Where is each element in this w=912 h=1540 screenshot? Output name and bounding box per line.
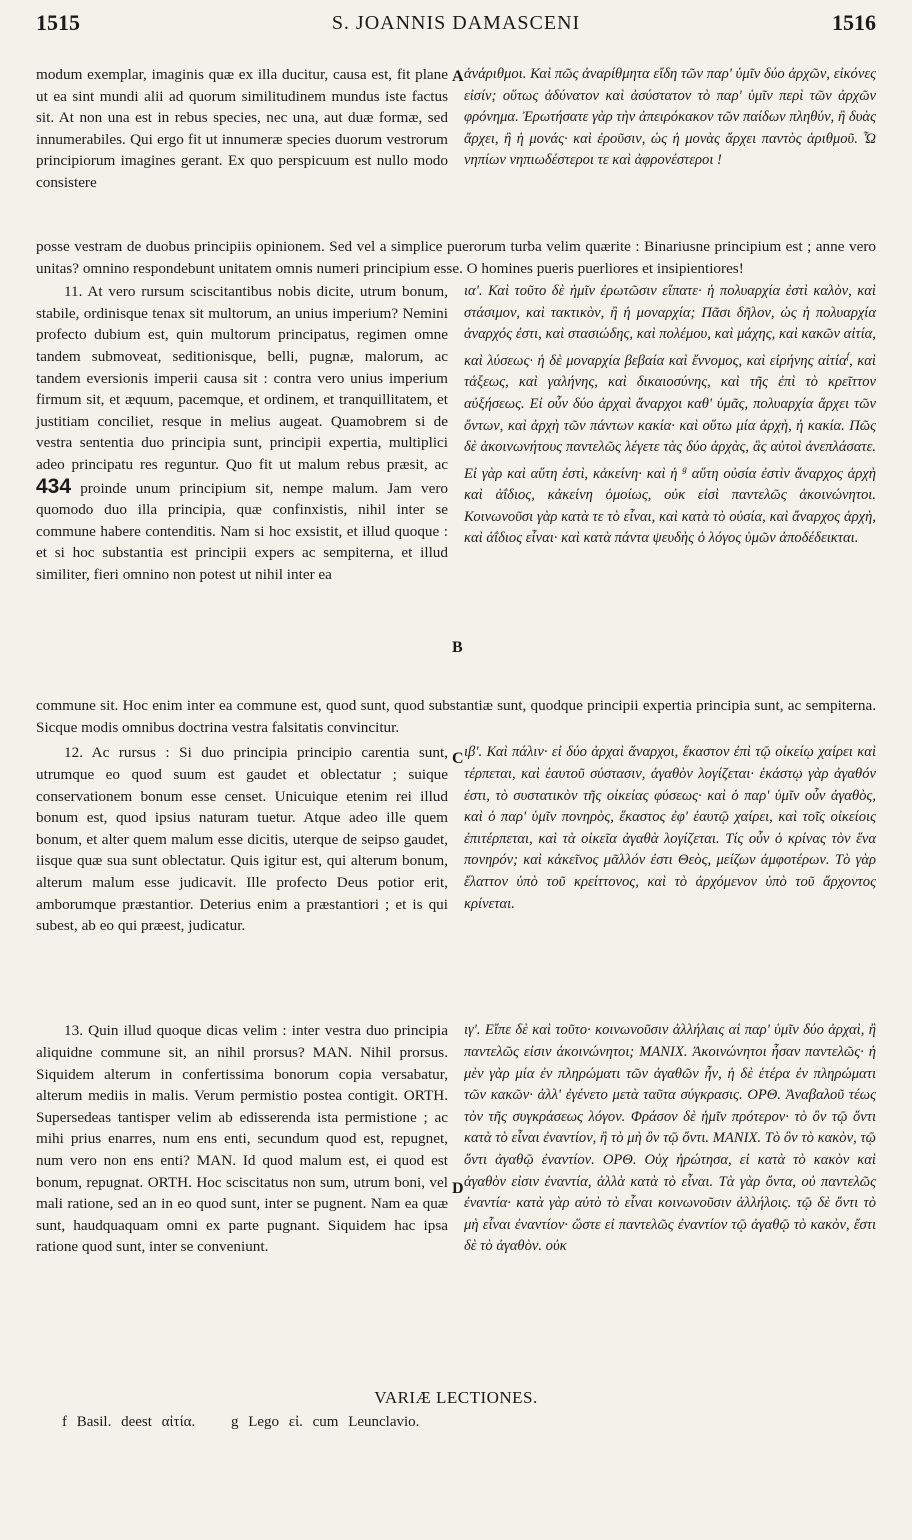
latin-text: 11. At vero rursum sciscitantibus nobis dicite, utrum bonum, stabile, ordinisque tenax sit multorum, an unius imperium? Nemini profecto dubium est, quin multorum principatus, regimen omne tandem submoveat, seditionisque, belli, pugnæ, malorum, ac tandem eversionis imperii causa sit : contra vero unius imperium firmum sit, et æquum, pacemque, et ordinem, et tranquillitatem, et justitiam conciliet, resque in melius augeat. Quamobrem si de vestra sententia duo principia sunt, principii expertia, multiplici adeo principatu res reguntur. Quo fit ut malum rebus præsit, ac	[36, 283, 448, 473]
margin-marker-b: B	[452, 639, 463, 657]
footnote-ref-g: g	[682, 463, 687, 474]
footnote-f: f Basil. deest αἰτία.	[62, 1414, 196, 1430]
variae-lectiones-title: VARIÆ LECTIONES.	[374, 1388, 538, 1407]
full-width-text: posse vestram de duobus principiis opinionem. Sed vel a simplice puerorum turba velim quærite : Binariusne principium est ; anne vero unitas? omnino respondebunt unitatem omnis numeri principium esse. O homines pueris puerliores et insipientiores!	[36, 238, 876, 277]
full-width-text: commune sit. Hoc enim inter ea commune est, quod sunt, quod substantiæ sunt, quodque principii expertia principia sunt, ac sempiterna. Sicque modis omnibus doctrina vestra falsitatis convincitur.	[36, 697, 876, 736]
greek-column	[464, 281, 876, 585]
greek-text: ια'. Καὶ τοῦτο δὲ ἡμῖν ἐρωτῶσιν εἴπατε· ἡ πολυαρχία ἐστὶ καλὸν, καὶ στάσιμον, καὶ τακτικὸν, ἢ ἡ μοναρχία; Πᾶσι δῆλον, ὡς ἡ πολυαρχία ἀναρχός ἐστι, καὶ στασιώδης, καὶ πολέμου, καὶ μάχης, καὶ κακῶν αἰτία, καὶ λύσεως· ἡ δὲ μοναρχία βεβαία καὶ ἔννομος, καὶ εἰρήνης αἰτία	[464, 283, 876, 369]
page-number-right: 1516	[832, 10, 876, 35]
page-number-left: 1515	[36, 10, 80, 35]
latin-text: proinde unum principium sit, nempe malum. Jam vero quomodo duo illa principia, quæ confinxistis, nihil inter se commune habere contenditis. Nam si hoc exsistit, et illud quoque : et si hoc substantia est principii expers ac sempiterna, et illud similiter, fieri omnino non potest ut nihil inter ea	[36, 479, 448, 583]
greek-paragraph-12: ιβ'. Καὶ πάλιν· εἰ δύο ἀρχαὶ ἄναρχοι, ἕκαστον ἐπὶ τῷ οἰκείῳ χαίρει καὶ τέρπεται, καὶ ἑαυτοῦ σύστασιν, ἀγαθὸν λογίζεται· ἑκάστῳ γὰρ ἀγαθόν ἐστι, τὸ συστατικὸν τῆς οἰκείας φύσεως· καὶ ὁ παρ' ὑμῖν οὖν ἀγαθὸς, καὶ ὁ παρ' ὑμῖν πονηρὸς, ἕκαστος ἐφ' ἑαυτῷ χαίρει, καὶ τοῖς οἰκείοις ἐπιτέρπεται, καὶ τὰ οἰκεῖα ἀγαθὰ λογίζεται. Τίς οὖν ὁ κρίνας τὸν ἕνα πονηρόν; καὶ κἀκεῖνος μᾶλλόν ἐστι Θεὸς, μείζων ἀμφοτέρων. Τὸ γὰρ ἔλαττον ὑπὸ τοῦ κρείττονος, καὶ τὸ ἀρχόμενον ὑπὸ τοῦ ἄρχοντος κρίνεται.	[464, 744, 876, 912]
margin-marker-d: D	[452, 1180, 464, 1198]
greek-column	[464, 64, 876, 194]
section-2	[36, 281, 876, 695]
section-3	[36, 742, 876, 1004]
greek-column	[464, 742, 876, 936]
latin-column	[36, 281, 448, 585]
greek-paragraph-11	[464, 281, 876, 550]
latin-column	[36, 64, 448, 194]
footnote-ref-f: f	[846, 350, 850, 361]
margin-marker-c: C	[452, 750, 464, 768]
latin-column	[36, 1020, 448, 1258]
footnotes	[62, 1414, 445, 1431]
latin-paragraph-13: 13. Quin illud quoque dicas velim : inter vestra duo principia aliquidne commune sit, an nihil prorsus? MAN. Nihil prorsus. Siquidem alterum in confertissima bonorum copia versabatur, alterum mediis in malis. Verum permistio postea contigit. ORTH. Supersedeas tantisper velim ab edisserenda ista permistione ; ac mihi prius enarres, num ens enti, secundum quod est, repugnet, num vero non ens enti? MAN. Id quod malum est, ei quod est bonum, repugnat. ORTH. Hoc sciscitatus non sum, utrum boni, vel mali ratione, sed an in eo quod sunt, inter se pugnent. Nam ea quæ sunt, haudquaquam omni ex parte pugnant. Siquidem hac ipsa ratione quod sunt, inter se conveniunt.	[36, 1022, 448, 1256]
greek-text: ἀνάριθμοι. Καὶ πῶς ἀναρίθμητα εἴδη τῶν παρ' ὑμῖν δύο ἀρχῶν, εἰκόνες εἰσίν; οὕτως ἀδύνατον καὶ ἀσύστατον τὸ παρ' ὑμῖν περὶ τῶν ἀρχῶν φρόνημα. Ἐρωτήσατε γὰρ τὴν ἀπειρόκακον τῶν παίδων πληθύν, ἢ δυὰς ἄρχει, ἢ ἡ μονάς· καὶ ἐροῦσιν, ὡς ἡ μονὰς ἄρχει παντὸς ἀριθμοῦ. Ὦ νηπίων νηπιωδέστεροι τε καὶ ἀφρονέστεροι !	[464, 66, 876, 169]
latin-paragraph-11	[36, 281, 448, 585]
running-title: S. JOANNIS DAMASCENI	[331, 12, 581, 34]
column-number: 434	[36, 474, 72, 498]
latin-text: modum exemplar, imaginis quæ ex illa ducitur, causa est, fit plane ut ea sint mundi alii ad quorum similitudinem mundus iste factus sit. At non una est in rebus species, nec una, aut duæ formæ, sed innumerabiles. Qui ergo fit ut innumeræ species duorum vestrorum principiorum imagines gerant. Ex quo perspicuum est nullo modo consistere	[36, 66, 448, 191]
greek-text: , καὶ τάξεως, καὶ γαλήνης, καὶ δικαιοσύνης, καὶ τῆς ἐπὶ τὸ κρεῖττον αὐξήσεως. Εἰ οὖν δύο ἀρχαὶ ἄναρχοι καθ' ὑμᾶς, πολυαρχία ἄρχει τῶν ὄντων, καὶ ἀρχὴ τῶν πάντων κακία· καὶ οὕτω μία ἀρχὴ, ἡ κακία. Πῶς δὲ ἀκοινωνήτους παντελῶς λέγετε τὰς δύο ἀρχὰς, ἃς αὐτοὶ ἀνεπλάσατε. Εἰ γὰρ καὶ αὕτη ἐστὶ, κἀκείνη· καὶ ἡ	[464, 352, 876, 482]
greek-paragraph-13: ιγ'. Εἴπε δὲ καὶ τοῦτο· κοινωνοῦσιν ἀλλήλαις αἱ παρ' ὑμῖν δύο ἀρχαὶ, ἢ παντελῶς εἰσιν ἀκοινώνητοι; MANIX. Ἀκοινώνητοι ἦσαν παντελῶς· ἡ μὲν γὰρ μία ἐν πληρώματι τῶν ἀγαθῶν ἦν, ἡ δὲ ἑτέρα ἐν πληρώματι τῶν κακῶν· ἀλλ' ἐγένετο μετὰ ταῦτα σύγκρασις. ΟΡΘ. Ἀναβαλοῦ τέως τὸν τῆς συγκράσεως λόγον. Φράσον δὲ ἡμῖν πρότερον· τὸ ὂν τῷ ὄντι κατὰ τὸ εἶναι ἐναντίον, ἢ τὸ μὴ ὂν τῷ ὄντι. MANIX. Τὸ ὂν τὸ κακὸν, τῷ ὄντι ἀγαθῷ ἐναντίον. ΟΡΘ. Οὐχ ἠρώτησα, εἰ κατὰ τὸ κακὸν καὶ ἀγαθὸν εἰσιν ἐναντία, ἀλλὰ κατὰ τὸ εἶναι. Τὰ γὰρ ὄντα, οὐ παντελῶς ἐναντία· κατὰ γὰρ αὐτὸ τὸ εἶναι κοινωνοῦσιν ἀλλήλοις. τῷ δὲ ὄντι τὸ μὴ εἶναι ἐναντίον· ὥστε εἰ παντελῶς ἐναντίον τῷ ἀγαθῷ τὸ κακὸν, ἔστι δὲ τὸ ἀγαθὸν. οὐκ	[464, 1022, 876, 1255]
section-1	[36, 64, 876, 236]
greek-column	[464, 1020, 876, 1258]
latin-paragraph-12: 12. Ac rursus : Si duo principia principio carentia sunt, utrumque eo quod suum est gaudet et oblectatur ; suique conservationem bonum esse censet. Unicuique etenim rei illud bonum est, quod ipsius naturam tuetur. Atque adeo ille quem bonum, et alter quem malum esse dicitis, uterque de seipso gaudet, iisque quæ sua sunt oblectatur. Quis igitur est, qui alterum bonum, alterum malum esse judicavit. Ille profecto Deus potior erit, amborumque præstantior. Deterius enim a præstantiori ; et is qui subest, ab eo qui præest, judicatur.	[36, 744, 448, 935]
section-4	[36, 1020, 876, 1284]
page-header	[36, 10, 876, 44]
footnote-g: g Lego εἰ. cum Leunclavio.	[230, 1414, 420, 1430]
greek-text: αὕτη οὐσία ἐστὶν ἄναρχος ἀρχὴ καὶ ἀΐδιος, κἀκείνη ὁμοίως, οὐκ εἰσὶ παντελῶς ἀκοινώνητοι. Κοινωνοῦσι γὰρ κατὰ τε τὸ εἶναι, καὶ κατὰ τὸ οὐσία, καὶ ἄναρχος ἀρχὴ, καὶ ἀΐδιος εἶναι· καὶ κατὰ πάντα ψευδὴς ὁ λόγος ὑμῶν ἀποδέδεικται.	[464, 465, 877, 547]
margin-marker-a: A	[452, 68, 464, 85]
latin-column	[36, 742, 448, 936]
page-body	[36, 64, 876, 1284]
